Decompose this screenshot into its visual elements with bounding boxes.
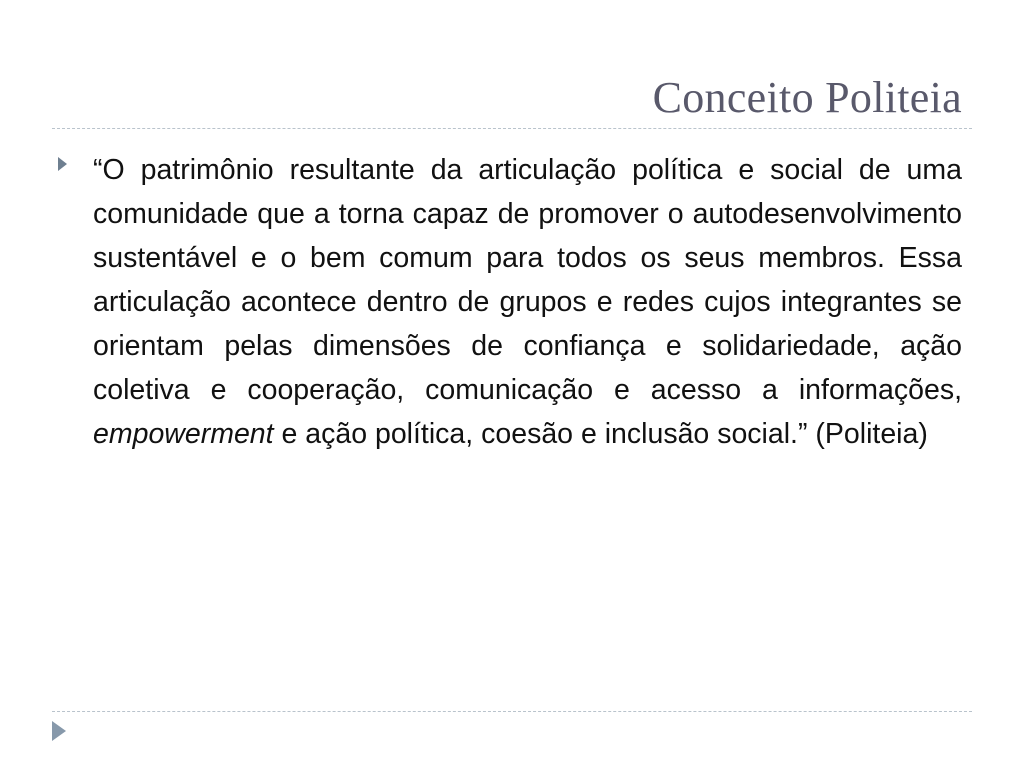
bottom-divider	[52, 711, 972, 712]
slide-title: Conceito Politeia	[652, 73, 962, 122]
quote-text-part2: e ação política, coesão e inclusão social.” (Politeia)	[273, 418, 928, 450]
top-divider	[52, 128, 972, 129]
corner-triangle-icon	[52, 721, 66, 741]
quote-text	[93, 148, 962, 456]
quote-text-part1: “O patrimônio resultante da articulação política e social de uma comunidade que a torna capaz de promover o autodesenvolvimento sustentável e o bem comum para todos os seus membros. Essa articulação acontece dentro de grupos e redes cujos integrantes se orientam pelas dimensões de confiança e solidariedade, ação coletiva e cooperação, comunicação e acesso a informações,	[93, 154, 962, 406]
bullet-triangle-icon	[58, 157, 67, 171]
quote-text-italic: empowerment	[93, 418, 274, 450]
